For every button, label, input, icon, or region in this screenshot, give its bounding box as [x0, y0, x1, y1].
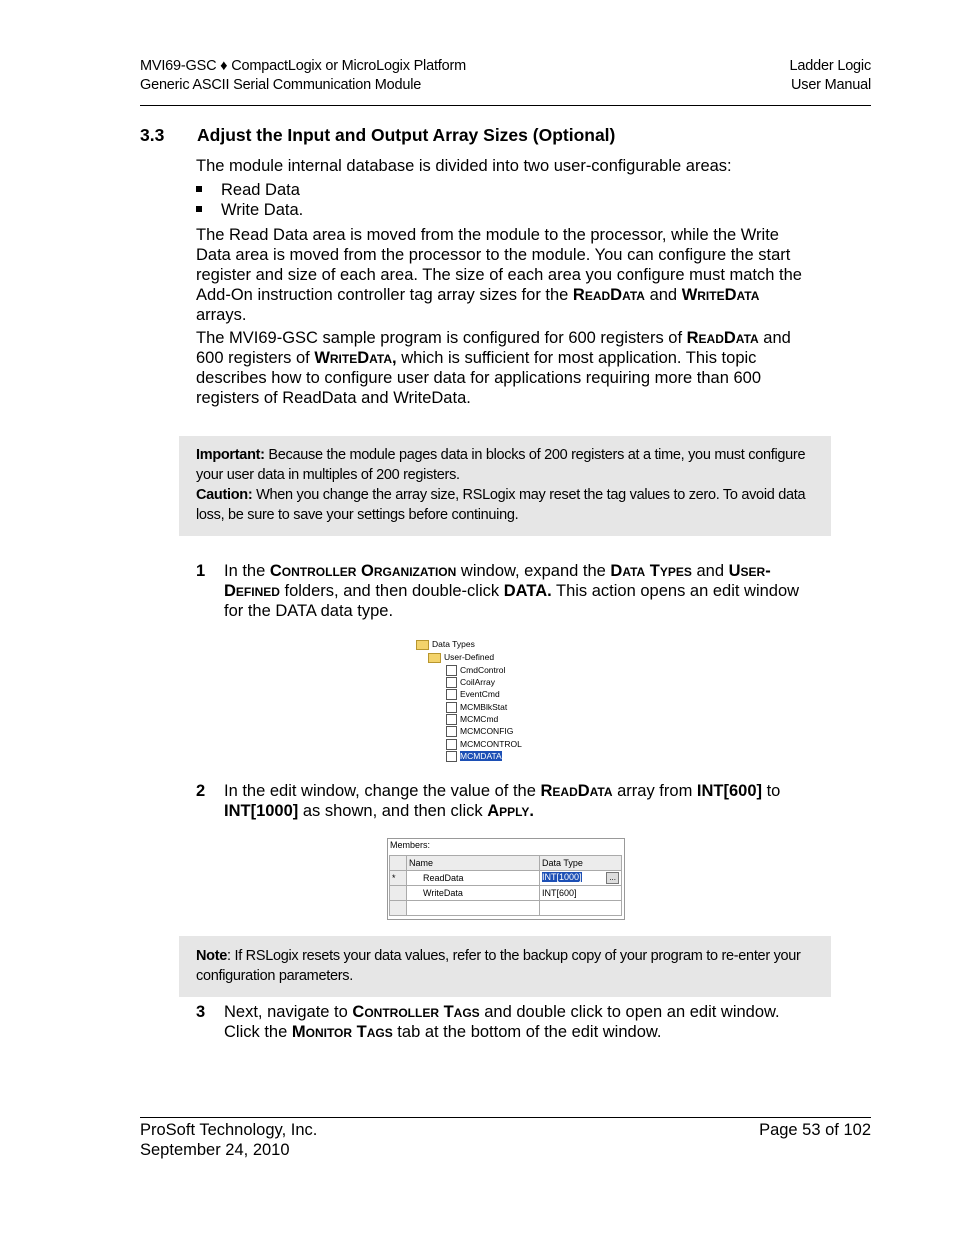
udt-icon [446, 665, 457, 676]
tree-folder[interactable]: User-Defined [428, 651, 494, 663]
term-readdata: ReadData [686, 329, 759, 347]
header-module-line: Generic ASCII Serial Communication Module [140, 77, 422, 93]
table-row[interactable] [390, 886, 622, 901]
footer-company: ProSoft Technology, Inc. [140, 1121, 318, 1139]
udt-icon [446, 739, 457, 750]
member-type[interactable]: INT[600] [540, 886, 622, 901]
udt-icon [446, 702, 457, 713]
udt-icon [446, 751, 457, 762]
members-table [389, 855, 622, 916]
step-3: 3 Next, navigate to Controller Tags and double click to open an edit window. Click the Monitor Tags tab at the bottom of the edit window. [196, 1003, 780, 1041]
note-callout [179, 936, 831, 997]
row-marker [390, 886, 407, 901]
tree-item[interactable]: MCMCmd [446, 713, 498, 725]
section-title: Adjust the Input and Output Array Sizes (Optional) [197, 125, 616, 145]
caution-note: Caution: When you change the array size, RSLogix may reset the tag values to zero. To avoid data loss, be sure to save your settings before continuing. [196, 487, 806, 523]
note-label: Note [196, 948, 228, 964]
header-doc-type: User Manual [791, 77, 871, 93]
tree-item[interactable]: MCMCONFIG [446, 725, 513, 737]
tree-item-selected[interactable]: MCMDATA [446, 750, 502, 762]
step-number: 3 [196, 1003, 206, 1021]
member-name[interactable]: WriteData [407, 886, 540, 901]
browse-button[interactable]: ... [606, 872, 619, 884]
tree-item[interactable]: EventCmd [446, 688, 500, 700]
member-name[interactable]: ReadData [407, 871, 540, 886]
tree-item[interactable]: CoilArray [446, 676, 495, 688]
udt-icon [446, 677, 457, 688]
bullet-item [196, 200, 303, 220]
table-row[interactable] [390, 871, 622, 886]
bullet-text: Read Data [221, 181, 300, 199]
tree-item[interactable]: CmdControl [446, 664, 505, 676]
members-grid-screenshot [387, 838, 625, 920]
column-header-data-type: Data Type [540, 856, 622, 871]
step-number: 1 [196, 562, 206, 580]
bullet-square-icon [196, 206, 202, 212]
step-2: 2 In the edit window, change the value of the ReadData array from INT[600] to INT[1000] as shown, and then click Apply. [196, 782, 781, 820]
row-marker: * [390, 871, 407, 886]
header-chapter: Ladder Logic [789, 58, 871, 74]
intro-paragraph: The module internal database is divided into two user-configurable areas: [196, 157, 732, 175]
table-header-row [390, 856, 622, 871]
footer-date: September 24, 2010 [140, 1141, 290, 1159]
important-note: Important: Because the module pages data in blocks of 200 registers at a time, you must configure your user data in multiples of 200 registers. [196, 447, 806, 483]
header-right [790, 57, 871, 95]
udt-icon [446, 714, 457, 725]
term-writedata: WriteData, [314, 349, 397, 367]
bullet-square-icon [196, 186, 202, 192]
section-heading [140, 125, 615, 146]
bullet-text: Write Data. [221, 201, 304, 219]
column-header-name: Name [407, 856, 540, 871]
tree-item[interactable]: MCMCONTROL [446, 738, 522, 750]
sample-program-paragraph: The MVI69-GSC sample program is configured for 600 registers of ReadData and 600 registers of WriteData, which is sufficient for most application. This topic describes how to configure user data for applications requiring more than 600 registers of ReadData and WriteData. [196, 329, 791, 407]
folder-icon [416, 640, 429, 650]
term-readdata: ReadData [572, 286, 645, 304]
section-number: 3.3 [140, 125, 165, 145]
header-left [140, 57, 466, 95]
tree-item[interactable]: MCMBlkStat [446, 701, 507, 713]
folder-icon [428, 653, 441, 663]
tree-root[interactable]: Data Types [416, 638, 475, 650]
udt-icon [446, 689, 457, 700]
table-row-empty[interactable] [390, 901, 622, 916]
udt-icon [446, 726, 457, 737]
data-types-tree-screenshot [400, 636, 530, 764]
term-writedata: WriteData [681, 286, 760, 304]
member-type-cell[interactable] [540, 871, 622, 886]
members-caption: Members: [390, 840, 431, 850]
important-callout [179, 436, 831, 536]
page-footer [140, 1117, 871, 1160]
member-type-input[interactable]: INT[1000] [542, 872, 582, 882]
data-direction-paragraph: The Read Data area is moved from the module to the processor, while the Write Data area is moved from the processor to the module. You can configure the start register and size of each area. The size of each area you configure must match the Add-On instruction controller tag array sizes for the ReadData and WriteData arrays. [196, 226, 802, 324]
step-number: 2 [196, 782, 206, 800]
page-header [140, 57, 871, 106]
page-number: Page 53 of 102 [759, 1121, 871, 1139]
header-product-line: MVI69-GSC ♦ CompactLogix or MicroLogix Platform [140, 58, 466, 74]
step-1: 1 In the Controller Organization window, expand the Data Types and User-Defined folders, and then double-click DATA. This action opens an edit window for the DATA data type. [196, 562, 800, 620]
note-text: : If RSLogix resets your data values, refer to the backup copy of your program to re-enter your configuration parameters. [196, 948, 801, 984]
bullet-item [196, 180, 300, 200]
